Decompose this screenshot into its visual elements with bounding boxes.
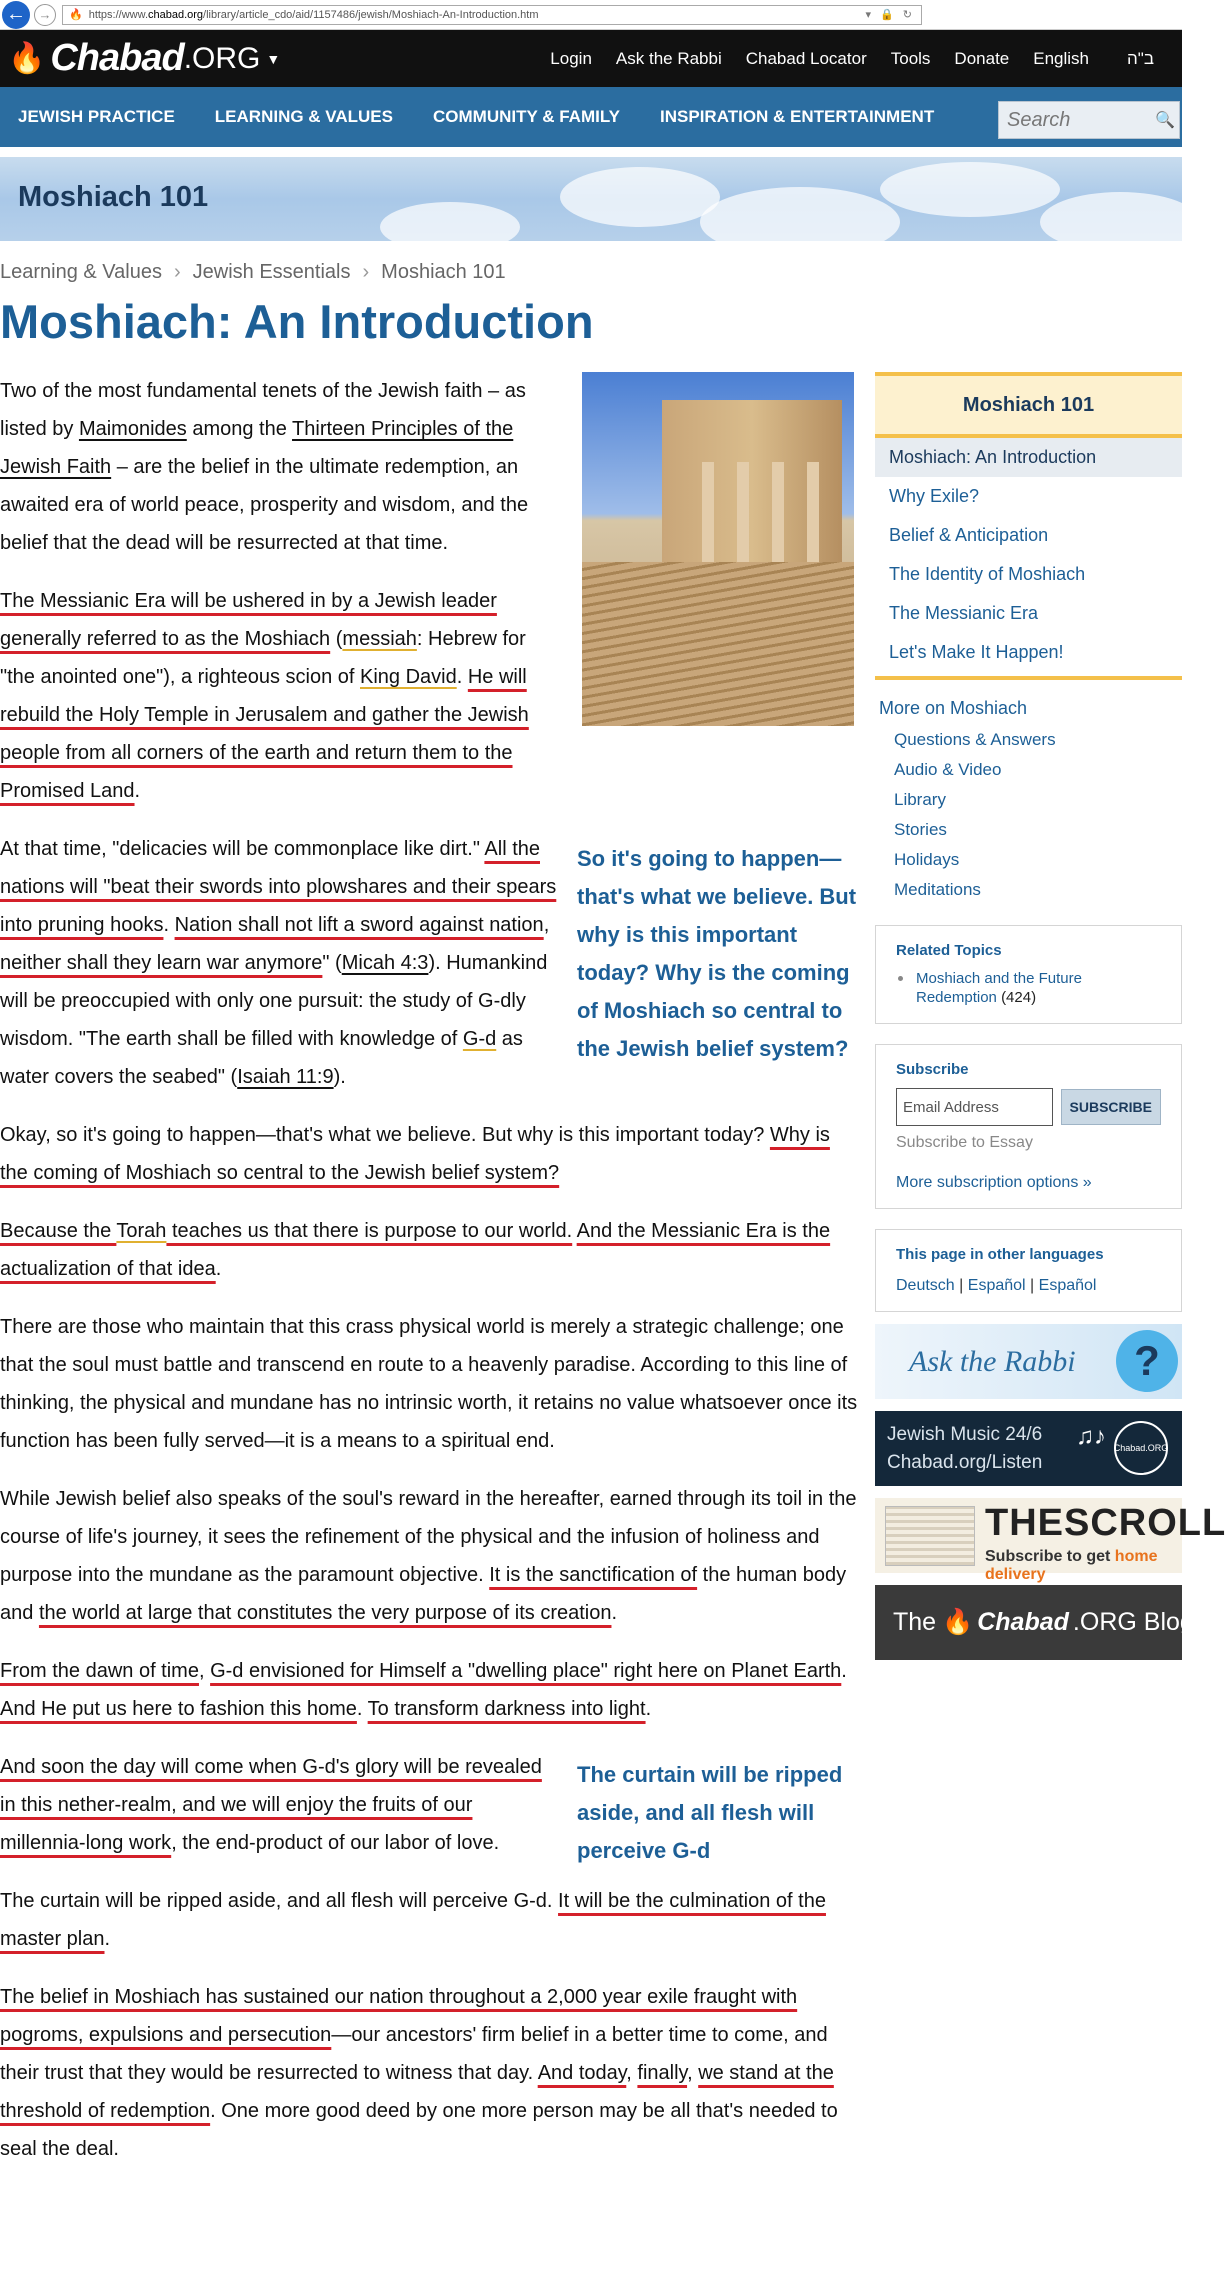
paragraph-5: Because the Torah teaches us that there is purpose to our world. And the Messianic Era is the actualization of that idea. — [0, 1220, 831, 1281]
chevron-right-icon: › — [173, 261, 181, 283]
nav-community-family[interactable]: COMMUNITY & FAMILY — [433, 107, 621, 126]
sidebar-item-why-exile[interactable]: Why Exile? — [889, 486, 980, 507]
subscribe-note: Subscribe to Essay — [896, 1134, 1033, 1152]
address-bar[interactable] — [62, 5, 922, 25]
paragraph-7: While Jewish belief also speaks of the soul's reward in the hereafter, earned through its toil in the course of life's journey, it sees the refinement of the physical and the infusion of holiness and purpose into the mundane as the paramount objective. It is the sanctification of the human body and the world at large that constitutes the very purpose of its creation. — [0, 1488, 857, 1625]
sidebar-item-introduction[interactable]: Moshiach: An Introduction — [875, 438, 1182, 477]
thirteen-principles-link[interactable]: Thirteen Principles of the Jewish Faith — [0, 418, 514, 479]
paragraph-8: From the dawn of time, G‑d envisioned for Himself a "dwelling place" right here on Planet Earth. And He put us here to fashion this home. To transform darkness into light. — [0, 1660, 847, 1721]
breadcrumb — [0, 261, 1182, 284]
sidebar-item-messianic-era[interactable]: The Messianic Era — [889, 603, 1039, 624]
lang-espanol-2[interactable]: Español — [1038, 1277, 1097, 1295]
url-prefix: https://www. — [88, 8, 148, 21]
paragraph-2: The Messianic Era will be ushered in by a Jewish leader generally referred to as the Moshiach (messiah: Hebrew for "the anointed one"), a righteous scion of King David. He will rebuild the Holy Temple in Jerusalem and gather the Jewish people from all corners of the earth and return them to the Promised Land. — [0, 590, 529, 803]
nav-learning-values[interactable]: LEARNING & VALUES — [214, 107, 393, 126]
lang-deutsch[interactable]: Deutsch — [896, 1277, 955, 1295]
banner-title: Moshiach 101 — [18, 181, 209, 213]
more-item-meditations[interactable]: Meditations — [894, 880, 981, 900]
paragraph-3: At that time, "delicacies will be commonplace like dirt." All the nations will "beat their swords into plowshares and their spears into pruning hooks. Nation shall not lift a sword against nation, neither shall they learn war anymore" (Micah 4:3). Humankind will be preoccupied with only one pursuit: the study of G‑dly wisdom. "The earth shall be filled with knowledge of G‑d as water covers the seabed" (Isaiah 11:9). — [0, 838, 557, 1089]
flame-icon: 🔥 — [942, 1608, 974, 1637]
maimonides-link[interactable]: Maimonides — [78, 418, 187, 441]
nav-jewish-practice[interactable]: JEWISH PRACTICE — [18, 107, 175, 126]
scroll-title: THESCROLL — [985, 1502, 1226, 1545]
address-controls-icon[interactable]: ▾ 🔒 ↻ — [865, 9, 915, 21]
site-header — [0, 30, 1182, 87]
sidebar-item-identity[interactable]: The Identity of Moshiach — [889, 564, 1086, 585]
king-david-link[interactable]: King David — [360, 666, 457, 689]
languages-title: This page in other languages — [896, 1246, 1104, 1264]
ask-rabbi-promo[interactable] — [875, 1324, 1182, 1399]
subscribe-box — [875, 1044, 1182, 1209]
page-title: Moshiach: An Introduction — [0, 295, 594, 348]
browser-toolbar — [0, 0, 1182, 30]
breadcrumb-moshiach-101[interactable]: Moshiach 101 — [381, 261, 506, 283]
ask-rabbi-text: Ask the Rabbi — [909, 1344, 1076, 1378]
g-d-link[interactable]: G‑d — [462, 1028, 497, 1051]
paragraph-1: Two of the most fundamental tenets of the Jewish faith – as listed by Maimonides among the Thirteen Principles of the Jewish Faith – are the belief in the ultimate redemption, an awaited era of world peace, prosperity and wisdom, and the belief that the dead will be resurrected at that time. — [0, 380, 529, 555]
sidebar-item-make-it-happen[interactable]: Let's Make It Happen! — [889, 642, 1064, 663]
back-arrow-icon[interactable]: ← — [2, 1, 30, 29]
chabad-badge: Chabad.ORG — [1114, 1421, 1168, 1475]
music-notes-icon: ♫♪ — [1076, 1423, 1106, 1451]
main-navigation — [0, 87, 1182, 153]
nav-inspiration-entertainment[interactable]: INSPIRATION & ENTERTAINMENT — [660, 107, 935, 126]
music-line-1: Jewish Music 24/6 — [887, 1423, 1043, 1445]
music-line-2: Chabad.org/Listen — [887, 1451, 1043, 1473]
related-title: Related Topics — [896, 942, 1002, 960]
box-title: Moshiach 101 — [875, 376, 1182, 438]
lang-espanol-1[interactable]: Español — [967, 1277, 1026, 1295]
pull-quote-2: The curtain will be ripped aside, and all flesh will perceive G‑d — [577, 1762, 843, 1864]
login-link[interactable]: Login — [550, 48, 592, 68]
scroll-subtitle: Subscribe to get home delivery — [985, 1548, 1158, 1584]
more-title[interactable]: More on Moshiach — [879, 698, 1028, 719]
the-scroll-promo[interactable] — [875, 1498, 1226, 1584]
sidebar — [875, 372, 1226, 1660]
sidebar-item-belief[interactable]: Belief & Anticipation — [889, 525, 1049, 546]
flame-icon: 🔥 — [8, 42, 45, 75]
newsletter-thumbnail — [885, 1506, 975, 1566]
section-banner — [0, 157, 1182, 241]
other-languages: This page in other languages Deutsch | Español | Español — [875, 1229, 1182, 1312]
url-domain: chabad.org — [148, 8, 204, 21]
paragraph-10: The curtain will be ripped aside, and all flesh will perceive G‑d. It will be the culmination of the master plan. — [0, 1890, 826, 1951]
breadcrumb-learning-values[interactable]: Learning & Values — [0, 261, 162, 283]
related-topics — [875, 925, 1182, 1024]
language-link[interactable]: English — [1033, 48, 1090, 68]
url-path: /library/article_cdo/aid/1157486/jewish/Moshiach-An-Introduction.htm — [203, 8, 539, 21]
ask-rabbi-link[interactable]: Ask the Rabbi — [615, 48, 722, 68]
torah-link[interactable]: Torah — [116, 1220, 167, 1243]
donate-link[interactable]: Donate — [954, 48, 1010, 68]
temple-image — [582, 372, 854, 726]
paragraph-11: The belief in Moshiach has sustained our nation throughout a 2,000 year exile fraught with pogroms, expulsions and persecution—our ancestors' firm belief in a better time to come, and their trust that they would be resurrected to witness that day. And today, finally, we stand at the threshold of redemption. One more good deed by one more person may be all that's needed to seal the deal. — [0, 1986, 838, 2161]
search-input[interactable] — [998, 101, 1180, 139]
more-item-stories[interactable]: Stories — [894, 820, 947, 840]
more-item-library[interactable]: Library — [894, 790, 946, 810]
search-icon[interactable]: 🔍 — [1155, 112, 1175, 129]
tools-link[interactable]: Tools — [890, 48, 931, 68]
favicon-icon: 🔥 — [69, 9, 83, 21]
email-field[interactable]: Email Address — [896, 1088, 1053, 1126]
question-mark-icon: ? — [1116, 1330, 1178, 1392]
logo-org: .ORG — [183, 41, 261, 75]
moshiach-101-box — [875, 372, 1182, 680]
logo-text: Chabad — [50, 37, 184, 79]
jewish-music-promo[interactable] — [875, 1411, 1182, 1486]
subscribe-title: Subscribe — [896, 1061, 969, 1079]
more-item-holidays[interactable]: Holidays — [894, 850, 960, 870]
subscribe-button[interactable]: SUBSCRIBE — [1061, 1089, 1161, 1125]
forward-arrow-icon[interactable]: → — [34, 4, 56, 26]
chevron-right-icon: › — [362, 261, 370, 283]
paragraph-6: There are those who maintain that this crass physical world is merely a strategic challenge; one that the soul must battle and transcend en route to a heavenly paradise. According to this line of thinking, the physical and mundane has no intrinsic worth, it retains no value whatsoever once its function has been fully served—it is a means to a spiritual end. — [0, 1316, 858, 1453]
more-item-qa[interactable]: Questions & Answers — [894, 730, 1056, 750]
chevron-down-icon[interactable]: ▼ — [266, 50, 280, 67]
pull-quote-1: So it's going to happen—that's what we believe. But why is this important today? Why is the coming of Moshiach so central to the Jewish belief system? — [577, 846, 857, 1062]
paragraph-4: Okay, so it's going to happen—that's what we believe. But why is this important today? Why is the coming of Moshiach so central to the Jewish belief system? — [0, 1124, 830, 1185]
micah-link[interactable]: Micah 4:3 — [341, 952, 429, 975]
search-placeholder: Search — [1007, 108, 1071, 131]
bh-mark: ב"ה — [1127, 48, 1154, 68]
more-subscription-link[interactable]: More subscription options » — [896, 1174, 1092, 1192]
more-on-moshiach — [875, 698, 1182, 905]
paragraph-9: And soon the day will come when G‑d's glory will be revealed in this nether-realm, and we will enjoy the fruits of our millennia-long work, the end-product of our labor of love. — [0, 1756, 542, 1855]
breadcrumb-jewish-essentials[interactable]: Jewish Essentials — [192, 261, 351, 283]
messiah-link[interactable]: messiah — [342, 628, 417, 651]
blog-promo[interactable]: The 🔥 Chabad .ORG Blog — [875, 1585, 1182, 1660]
site-logo[interactable] — [8, 37, 279, 80]
article-body — [0, 372, 862, 2188]
related-item[interactable]: Moshiach and the Future Redemption (424) — [896, 969, 1161, 1007]
isaiah-link[interactable]: Isaiah 11:9 — [237, 1066, 334, 1089]
top-links — [550, 49, 1182, 69]
chabad-locator-link[interactable]: Chabad Locator — [745, 48, 867, 68]
more-item-audio-video[interactable]: Audio & Video — [894, 760, 1002, 780]
